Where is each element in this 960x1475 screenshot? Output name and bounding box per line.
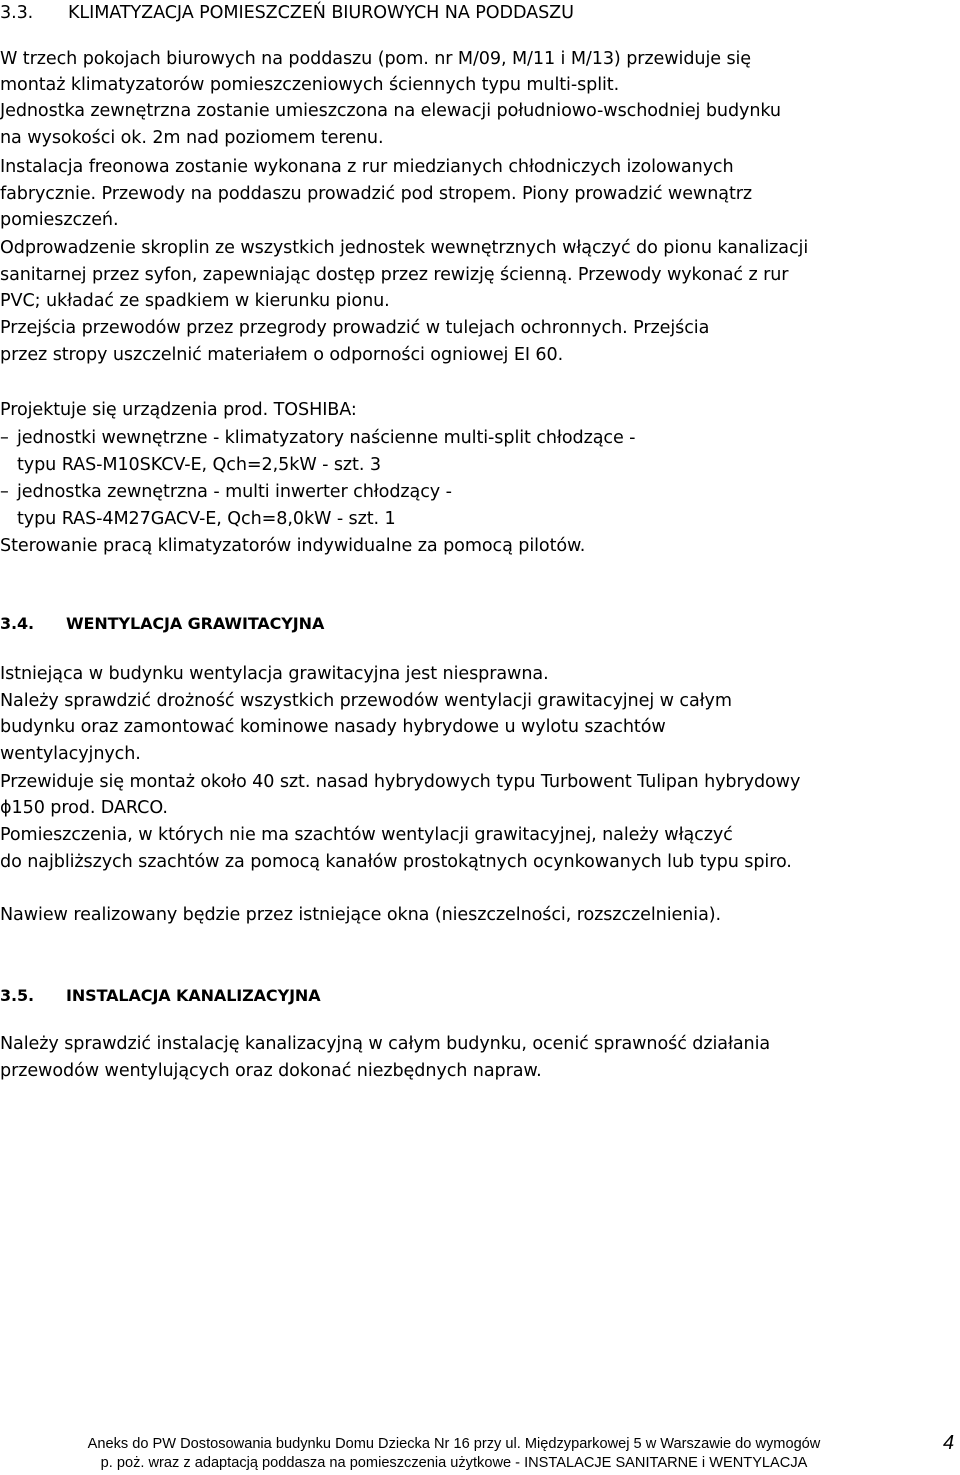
- control-note: Sterowanie pracą klimatyzatorów indywidualne za pomocą pilotów.: [0, 536, 586, 556]
- bullet-continuation: typu RAS-4M27GACV-E, Qch=8,0kW - szt. 1: [17, 509, 396, 529]
- paragraph-line: wentylacyjnych.: [0, 744, 141, 764]
- bullet-item: [0, 480, 452, 504]
- paragraph-line: W trzech pokojach biurowych na poddaszu (pom. nr M/09, M/11 i M/13) przewiduje się: [0, 49, 752, 69]
- paragraph-line: pomieszczeń.: [0, 210, 119, 230]
- section-number: 3.4.: [0, 614, 35, 633]
- footer-line: Aneks do PW Dostosowania budynku Domu Dziecka Nr 16 przy ul. Międzyparkowej 5 w Warszawie do wymogów: [87, 1436, 821, 1452]
- air-inlet-note: Nawiew realizowany będzie przez istniejące okna (nieszczelności, rozszczelnienia).: [0, 905, 722, 925]
- paragraph-line: PVC; układać ze spadkiem w kierunku pionu.: [0, 291, 390, 311]
- paragraph-line: sanitarnej przez syfon, zapewniając dostęp przez rewizję ścienną. Przewody wykonać z rur: [0, 265, 789, 285]
- bullet-dash: –: [0, 482, 9, 502]
- section-title: INSTALACJA KANALIZACYJNA: [66, 986, 321, 1005]
- bullet-text: jednostki wewnętrzne - klimatyzatory naścienne multi-split chłodzące -: [17, 428, 636, 448]
- bullet-text: jednostka zewnętrzna - multi inwerter chłodzący -: [17, 482, 452, 502]
- paragraph-line: Istniejąca w budynku wentylacja grawitacyjna jest niesprawna.: [0, 664, 549, 684]
- section-number: 3.3.: [0, 3, 34, 23]
- section-title: KLIMATYZACJA POMIESZCZEŃ BIUROWYCH NA PODDASZU: [68, 3, 574, 23]
- paragraph-line: Jednostka zewnętrzna zostanie umieszczona na elewacji południowo-wschodniej budynku: [0, 101, 781, 121]
- footer-line: p. poż. wraz z adaptacją poddasza na pomieszczenia użytkowe - INSTALACJE SANITARNE i WENTYLACJA: [100, 1455, 808, 1471]
- paragraph-line: montaż klimatyzatorów pomieszczeniowych ściennych typu multi-split.: [0, 75, 620, 95]
- paragraph-line: Instalacja freonowa zostanie wykonana z rur miedzianych chłodniczych izolowanych: [0, 157, 734, 177]
- section-number: 3.5.: [0, 986, 35, 1005]
- paragraph-line: Należy sprawdzić drożność wszystkich przewodów wentylacji grawitacyjnej w całym: [0, 691, 732, 711]
- paragraph-line: fabrycznie. Przewody na poddaszu prowadzić pod stropem. Piony prowadzić wewnątrz: [0, 184, 753, 204]
- bullet-continuation: typu RAS-M10SKCV-E, Qch=2,5kW - szt. 3: [17, 455, 381, 475]
- devices-intro: Projektuje się urządzenia prod. TOSHIBA:: [0, 400, 357, 420]
- paragraph-line: do najbliższych szachtów za pomocą kanałów prostokątnych ocynkowanych lub typu spiro.: [0, 852, 792, 872]
- section-heading-3-3: [0, 1, 574, 25]
- paragraph-line: Odprowadzenie skroplin ze wszystkich jednostek wewnętrznych włączyć do pionu kanalizacji: [0, 238, 809, 258]
- paragraph-line: przewodów wentylujących oraz dokonać niezbędnych napraw.: [0, 1061, 542, 1081]
- paragraph-line: Przejścia przewodów przez przegrody prowadzić w tulejach ochronnych. Przejścia: [0, 318, 710, 338]
- page-number: 4: [943, 1432, 955, 1454]
- section-title: WENTYLACJA GRAWITACYJNA: [66, 614, 325, 633]
- bullet-dash: –: [0, 428, 9, 448]
- paragraph-line: Pomieszczenia, w których nie ma szachtów wentylacji grawitacyjnej, należy włączyć: [0, 825, 733, 845]
- section-heading-3-5: [0, 984, 321, 1008]
- paragraph-line: przez stropy uszczelnić materiałem o odporności ogniowej EI 60.: [0, 345, 564, 365]
- paragraph-line: ϕ150 prod. DARCO.: [0, 798, 168, 818]
- paragraph-line: Należy sprawdzić instalację kanalizacyjną w całym budynku, ocenić sprawność działania: [0, 1034, 771, 1054]
- paragraph-line: na wysokości ok. 2m nad poziomem terenu.: [0, 128, 384, 148]
- paragraph-line: budynku oraz zamontować kominowe nasady hybrydowe u wylotu szachtów: [0, 717, 666, 737]
- paragraph-line: Przewiduje się montaż około 40 szt. nasad hybrydowych typu Turbowent Tulipan hybrydowy: [0, 772, 801, 792]
- bullet-item: [0, 426, 635, 450]
- section-heading-3-4: [0, 612, 324, 636]
